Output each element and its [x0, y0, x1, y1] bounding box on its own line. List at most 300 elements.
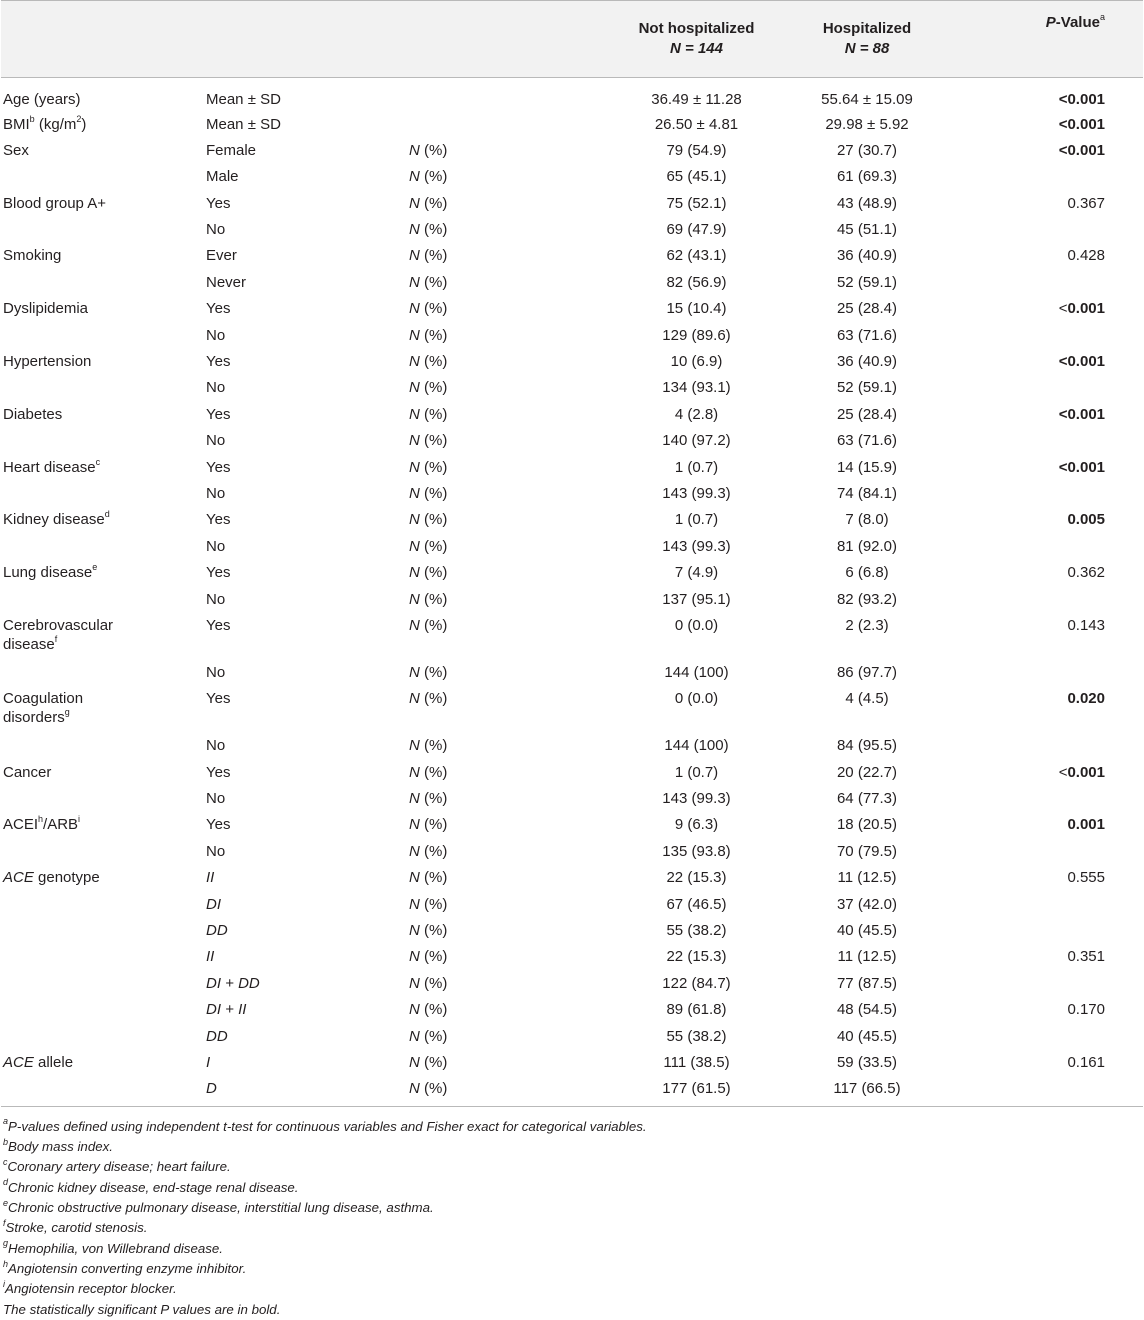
footnote-mark: b [3, 1136, 9, 1147]
cell-category [202, 686, 405, 733]
table-row [1, 971, 1143, 997]
table-row [1, 997, 1143, 1023]
category-label: No [206, 432, 226, 450]
category-label: D [206, 1080, 217, 1098]
category-label: II [206, 948, 215, 966]
stat-type-label [409, 816, 447, 833]
cell-hospitalized: 40 (45.5) [836, 922, 898, 940]
cell-not-hospitalized: 177 (61.5) [570, 1076, 783, 1106]
variable-name: Diabetes [3, 405, 63, 423]
stat-type-label [409, 379, 447, 396]
cell-category [202, 733, 405, 759]
footnote-text: Chronic obstructive pulmonary disease, interstitial lung disease, asthma. [8, 1200, 434, 1216]
stat-type-label [409, 168, 447, 185]
cell-hospitalized: 20 (22.7) [836, 763, 898, 781]
stat-n-rest: (%) [419, 405, 448, 423]
category-label: Mean ± SD [206, 91, 281, 108]
cell-hospitalized: 2 (2.3) [845, 616, 889, 634]
category-label: Yes [206, 458, 231, 476]
cell-variable [1, 349, 202, 375]
cell-hospitalized: 82 (93.2) [836, 590, 898, 608]
variable-name: Heart disease [3, 458, 96, 476]
table-row [1, 243, 1143, 269]
stat-n-letter: N [409, 432, 420, 450]
cell-variable [1, 455, 202, 481]
stat-n-letter: N [409, 816, 420, 834]
cell-stat-type [405, 507, 570, 533]
stat-n-rest: (%) [419, 816, 448, 834]
stat-n-rest: (%) [419, 737, 448, 755]
stat-type-label [409, 922, 447, 939]
stat-n-letter: N [409, 326, 420, 344]
category-label: No [206, 379, 226, 397]
cell-variable [1, 217, 202, 243]
category-label: Yes [206, 511, 231, 529]
cell-not-hospitalized: 82 (56.9) [666, 273, 727, 291]
stat-type-label [409, 459, 447, 476]
cell-variable [1, 375, 202, 401]
header-p-value [983, 1, 1143, 78]
variable-name: Lung disease [3, 564, 93, 582]
table-row [1, 349, 1143, 375]
stat-n-rest: (%) [419, 1001, 448, 1019]
cell-category [202, 164, 405, 190]
header-blank-3 [405, 1, 570, 78]
cell-p-value: 0.555 [1067, 869, 1105, 887]
cell-not-hospitalized: 122 (84.7) [662, 974, 731, 992]
table-row [1, 323, 1143, 349]
cell-stat-type [405, 839, 570, 865]
cell-p-value [983, 918, 1143, 944]
variable-name: Dyslipidemia [3, 300, 89, 318]
cell-p-value [983, 587, 1143, 613]
stat-n-letter: N [409, 300, 420, 318]
cell-category [202, 217, 405, 243]
cell-p-value [983, 534, 1143, 560]
stat-type-label [409, 564, 447, 581]
footnote-mark: i [3, 1278, 5, 1289]
stat-n-rest: (%) [419, 141, 448, 159]
category-label: Yes [206, 564, 231, 582]
stat-n-letter: N [409, 168, 420, 186]
stat-n-letter: N [409, 842, 420, 860]
variable-footnote-mark: d [104, 509, 110, 520]
cell-hospitalized: 27 (30.7) [836, 141, 898, 159]
cell-stat-type [405, 270, 570, 296]
stat-n-letter: N [409, 247, 420, 265]
cell-variable [1, 686, 202, 733]
category-label: No [206, 221, 226, 239]
cell-hospitalized: 63 (71.6) [836, 432, 898, 450]
variable-name: Sex [3, 141, 29, 159]
cell-category [202, 191, 405, 217]
variable-footnote-mark: h [38, 814, 44, 825]
table-row [1, 918, 1143, 944]
cell-category [202, 78, 405, 112]
cell-stat-type [405, 918, 570, 944]
cell-variable [1, 243, 202, 269]
footnote [3, 1239, 1144, 1259]
stat-n-letter: N [409, 922, 420, 940]
stat-n-rest: (%) [419, 537, 448, 555]
variable-name: Smoking [3, 247, 62, 265]
cell-not-hospitalized: 65 (45.1) [666, 168, 727, 186]
cell-category [202, 918, 405, 944]
cell-p-value [983, 296, 1143, 322]
cell-stat-type [405, 686, 570, 733]
cell-stat-type [405, 428, 570, 454]
table-row [1, 1024, 1143, 1050]
stat-n-rest: (%) [419, 247, 448, 265]
cell-hospitalized: 59 (33.5) [836, 1054, 898, 1071]
variable-footnote-mark: e [92, 562, 98, 573]
cell-category [202, 402, 405, 428]
variable-name: ACE [3, 1054, 34, 1071]
cell-variable [1, 892, 202, 918]
variable-name-rest: allele [33, 1054, 74, 1071]
category-label: II [206, 869, 215, 887]
variable-name: BMI [3, 115, 30, 133]
cell-hospitalized: 43 (48.9) [836, 194, 898, 212]
stat-type-label [409, 1054, 447, 1071]
stat-type-label [409, 1001, 447, 1018]
cell-p-value: 0.362 [1067, 564, 1105, 582]
cell-stat-type [405, 349, 570, 375]
cell-stat-type [405, 760, 570, 786]
footnote-mark: e [3, 1197, 9, 1208]
cell-not-hospitalized: 15 (10.4) [666, 300, 727, 318]
table-row [1, 296, 1143, 322]
cell-p-value [983, 971, 1143, 997]
table-row [1, 481, 1143, 507]
stat-n-letter: N [409, 511, 420, 529]
cell-not-hospitalized: 9 (6.3) [674, 816, 719, 834]
cell-category [202, 323, 405, 349]
stat-n-letter: N [409, 379, 420, 397]
footnotes [0, 1117, 1144, 1320]
footnote-text: Hemophilia, von Willebrand disease. [8, 1240, 223, 1256]
cell-stat-type [405, 1076, 570, 1106]
cell-variable [1, 733, 202, 759]
footnote-mark: g [3, 1238, 9, 1249]
stat-type-label [409, 353, 447, 370]
cell-p-value: 0.351 [1067, 948, 1105, 966]
cell-not-hospitalized: 144 (100) [664, 737, 729, 755]
p-lt-sign: < [1058, 763, 1068, 781]
stat-n-letter: N [409, 353, 420, 371]
category-label: DD [206, 922, 228, 940]
cell-category [202, 892, 405, 918]
cell-p-value [983, 760, 1143, 786]
footnote [3, 1198, 1144, 1218]
cell-stat-type [405, 112, 570, 138]
cell-hospitalized: 25 (28.4) [836, 405, 898, 423]
cell-p-value [983, 375, 1143, 401]
footnote [3, 1259, 1144, 1279]
cell-not-hospitalized: 26.50 ± 4.81 [654, 115, 739, 133]
category-label: Ever [206, 247, 237, 265]
stat-n-letter: N [409, 790, 420, 808]
stat-type-label [409, 896, 447, 913]
cell-category [202, 507, 405, 533]
footnote-text: Angiotensin receptor blocker. [5, 1281, 177, 1297]
variable-name: ACEI [3, 816, 39, 834]
stat-n-rest: (%) [419, 1080, 448, 1098]
stat-n-rest: (%) [419, 564, 448, 582]
cell-hospitalized: 6 (6.8) [845, 564, 889, 582]
variable-name-line2: disease [3, 635, 55, 653]
cell-stat-type [405, 997, 570, 1023]
table-row [1, 839, 1143, 865]
category-label: DD [206, 1027, 228, 1045]
stat-n-letter: N [409, 895, 420, 913]
table-row [1, 402, 1143, 428]
cell-p-value [983, 323, 1143, 349]
stat-n-rest: (%) [419, 1054, 448, 1071]
cell-category [202, 243, 405, 269]
stat-type-label [409, 1028, 447, 1045]
footnote [3, 1300, 1144, 1320]
table-row [1, 660, 1143, 686]
category-label: No [206, 537, 226, 555]
cell-p-value: 0.367 [1067, 194, 1105, 212]
cell-category [202, 613, 405, 660]
stat-n-rest: (%) [419, 432, 448, 450]
table-row [1, 760, 1143, 786]
cell-hospitalized: 52 (59.1) [836, 273, 898, 291]
cell-category [202, 660, 405, 686]
table-row [1, 217, 1143, 243]
cell-category [202, 760, 405, 786]
cell-not-hospitalized: 140 (97.2) [662, 432, 731, 450]
cell-variable [1, 1024, 202, 1050]
cell-not-hospitalized: 1 (0.7) [674, 763, 719, 781]
cell-hospitalized: 14 (15.9) [836, 458, 898, 476]
cell-not-hospitalized: 22 (15.3) [666, 948, 727, 966]
cell-category [202, 944, 405, 970]
table-body [1, 78, 1143, 1107]
cell-p-value: <0.001 [1058, 115, 1105, 133]
category-label: DI + II [206, 1001, 247, 1019]
table-row [1, 375, 1143, 401]
cell-not-hospitalized: 69 (47.9) [666, 221, 727, 239]
variable-sup2: i [78, 814, 81, 825]
cell-p-value: <0.001 [1058, 141, 1105, 159]
category-label: I [206, 1054, 211, 1071]
cell-not-hospitalized: 143 (99.3) [662, 790, 731, 808]
stat-type-label [409, 538, 447, 555]
variable-name: Age (years) [3, 91, 81, 108]
stat-type-label [409, 975, 447, 992]
cell-stat-type [405, 534, 570, 560]
stat-type-label [409, 274, 447, 291]
stat-n-rest: (%) [419, 300, 448, 318]
variable-name-line2: disorders [3, 709, 65, 727]
category-label: Never [206, 273, 247, 291]
cell-category [202, 138, 405, 164]
cell-hospitalized: 55.64 ± 15.09 [821, 91, 913, 108]
cell-stat-type [405, 164, 570, 190]
stat-type-label [409, 617, 447, 634]
table-row [1, 1076, 1143, 1106]
cell-not-hospitalized: 143 (99.3) [662, 537, 731, 555]
table-row [1, 138, 1143, 164]
cell-variable [1, 481, 202, 507]
table-row [1, 892, 1143, 918]
stat-n-letter: N [409, 590, 420, 608]
cell-p-value: <0.001 [1058, 353, 1105, 371]
table-row [1, 560, 1143, 586]
cell-p-value [983, 733, 1143, 759]
cell-hospitalized: 70 (79.5) [836, 842, 898, 860]
cell-hospitalized: 63 (71.6) [836, 326, 898, 344]
cell-stat-type [405, 865, 570, 891]
cell-stat-type [405, 560, 570, 586]
stat-n-letter: N [409, 1080, 420, 1098]
category-label: No [206, 590, 226, 608]
cell-not-hospitalized: 55 (38.2) [666, 922, 727, 940]
footnote-text: Stroke, carotid stenosis. [5, 1220, 148, 1236]
stat-type-label [409, 790, 447, 807]
cell-not-hospitalized: 137 (95.1) [662, 590, 731, 608]
cell-variable [1, 112, 202, 138]
variable-name: Hypertension [3, 353, 92, 371]
cell-stat-type [405, 243, 570, 269]
cell-stat-type [405, 481, 570, 507]
cell-p-value [983, 481, 1143, 507]
p-value-number: 0.001 [1067, 300, 1105, 318]
cell-hospitalized: 81 (92.0) [836, 537, 898, 555]
category-label: No [206, 484, 226, 502]
stat-n-rest: (%) [419, 895, 448, 913]
header-hospitalized-label: Hospitalized [822, 20, 912, 37]
stat-n-letter: N [409, 1054, 420, 1071]
cell-stat-type [405, 892, 570, 918]
cell-variable [1, 997, 202, 1023]
stat-n-rest: (%) [419, 326, 448, 344]
variable-name: ACE [3, 869, 34, 887]
cell-not-hospitalized: 129 (89.6) [662, 326, 731, 344]
category-label: No [206, 663, 226, 681]
category-label: Male [206, 168, 239, 186]
footnote [3, 1157, 1144, 1177]
table-row [1, 686, 1143, 733]
variable-name: Blood group A+ [3, 194, 107, 212]
table-row [1, 786, 1143, 812]
cell-hospitalized: 29.98 ± 5.92 [825, 115, 909, 133]
category-label: DI + DD [206, 974, 260, 992]
stat-type-label [409, 221, 447, 238]
cell-hospitalized: 40 (45.5) [836, 1027, 898, 1045]
footnote-text: Chronic kidney disease, end-stage renal disease. [8, 1179, 299, 1195]
category-label: Yes [206, 405, 231, 423]
cell-hospitalized: 18 (20.5) [836, 816, 898, 834]
cell-p-value [983, 786, 1143, 812]
stat-n-letter: N [409, 141, 420, 159]
cell-stat-type [405, 786, 570, 812]
cell-not-hospitalized: 36.49 ± 11.28 [651, 91, 742, 108]
variable-name: Coagulation [3, 690, 84, 708]
cell-hospitalized: 37 (42.0) [836, 895, 898, 913]
stat-n-rest: (%) [419, 511, 448, 529]
header-not-hospitalized-n: N = 144 [670, 40, 723, 57]
stat-n-letter: N [409, 1001, 420, 1019]
cell-variable [1, 613, 202, 660]
cell-category [202, 455, 405, 481]
stat-type-label [409, 664, 447, 681]
category-label: No [206, 790, 226, 808]
cell-category [202, 812, 405, 838]
cell-category [202, 534, 405, 560]
cell-stat-type [405, 78, 570, 112]
category-label: No [206, 737, 226, 755]
category-label: No [206, 326, 226, 344]
header-not-hospitalized-label: Not hospitalized [638, 20, 755, 37]
category-label: Mean ± SD [206, 115, 281, 133]
stat-type-label [409, 511, 447, 528]
table-row [1, 587, 1143, 613]
table-row [1, 534, 1143, 560]
category-label: Yes [206, 194, 231, 212]
stat-type-label [409, 195, 447, 212]
stat-n-rest: (%) [419, 763, 448, 781]
cell-stat-type [405, 944, 570, 970]
cell-not-hospitalized: 0 (0.0) [674, 690, 719, 708]
footnote-mark: d [3, 1177, 9, 1188]
stat-n-letter: N [409, 221, 420, 239]
stat-n-letter: N [409, 974, 420, 992]
cell-variable [1, 402, 202, 428]
cell-variable [1, 971, 202, 997]
stat-n-rest: (%) [419, 379, 448, 397]
cell-not-hospitalized: 1 (0.7) [674, 458, 719, 476]
cell-p-value: <0.001 [1058, 458, 1105, 476]
cell-hospitalized: 7 (8.0) [845, 511, 889, 529]
stat-n-rest: (%) [419, 948, 448, 966]
cell-not-hospitalized: 144 (100) [664, 663, 729, 681]
stat-n-letter: N [409, 616, 420, 634]
cell-variable [1, 296, 202, 322]
stat-n-rest: (%) [419, 590, 448, 608]
cell-variable [1, 78, 202, 112]
table-row [1, 112, 1143, 138]
cell-not-hospitalized: 134 (93.1) [662, 379, 731, 397]
stat-type-label [409, 142, 447, 159]
cell-hospitalized: 11 (12.5) [837, 948, 897, 966]
cell-category [202, 296, 405, 322]
table-row [1, 613, 1143, 660]
stat-n-rest: (%) [419, 869, 448, 887]
variable-footnote-mark: g [64, 707, 70, 718]
table-row [1, 944, 1143, 970]
cell-variable [1, 323, 202, 349]
cell-stat-type [405, 587, 570, 613]
cell-variable [1, 164, 202, 190]
footnote-text: The statistically significant P values are in bold. [3, 1301, 281, 1317]
stat-n-letter: N [409, 484, 420, 502]
cell-category [202, 270, 405, 296]
footnote [3, 1117, 1144, 1137]
table-header-row [1, 1, 1143, 78]
cell-hospitalized: 84 (95.5) [836, 737, 898, 755]
cell-not-hospitalized: 111 (38.5) [663, 1054, 730, 1071]
cell-hospitalized: 64 (77.3) [836, 790, 898, 808]
variable-name: Kidney disease [3, 511, 105, 529]
stat-n-letter: N [409, 273, 420, 291]
cell-not-hospitalized: 75 (52.1) [666, 194, 727, 212]
stat-n-rest: (%) [419, 168, 448, 186]
category-label: Yes [206, 690, 231, 708]
